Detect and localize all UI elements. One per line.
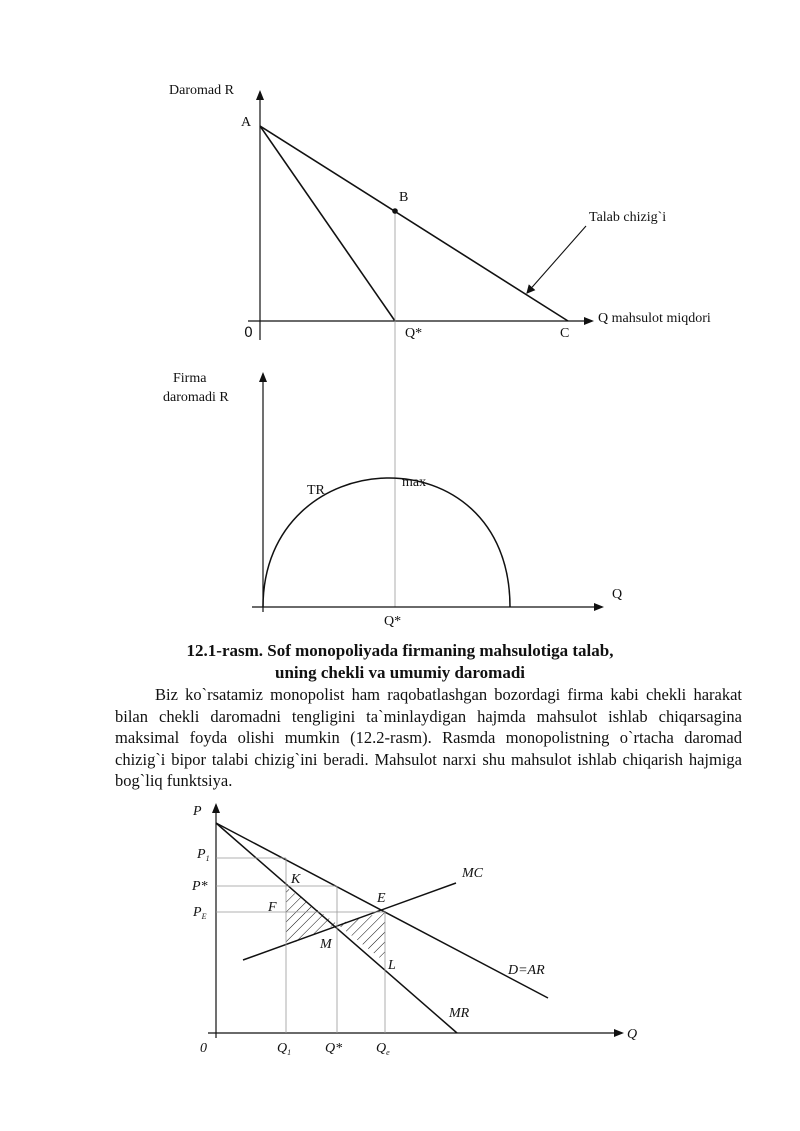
mr-label: MR [449,1006,470,1021]
d-ar-label: D=AR [508,963,545,978]
origin-label: 0 [244,325,253,341]
qe-label: $Q_e$ [376,1041,390,1057]
x-axis-arrow-icon [614,1029,624,1037]
y-axis-arrow-icon [259,372,267,382]
demand-line [260,126,568,321]
l-label: L [388,958,396,973]
hatched-area-right [337,912,385,962]
point-a-label: A [241,115,252,130]
origin-label: 0 [200,1041,207,1056]
max-label: max [402,475,427,490]
mc-label: MC [462,866,483,881]
x-axis-label: Q [612,587,623,602]
q-axis-label: Q [627,1027,638,1042]
x-axis-arrow-icon [594,603,604,611]
p-axis-label: P [193,804,202,819]
y-axis-arrow-icon [212,803,220,813]
point-b-dot [392,208,398,214]
y-axis-label-line2: daromadi R [163,390,229,405]
p1-label: $P_1$ [197,847,210,863]
x-axis-label: Q mahsulot miqdori [598,311,711,326]
q-star-label: Q* [405,326,423,341]
figure-monopoly [191,803,637,1057]
m-label: M [320,937,332,952]
mr-line [216,823,457,1033]
q-star-label: Q* [384,614,402,629]
tr-label: TR [307,483,325,498]
figure-caption [0,640,800,684]
body-paragraph: Biz ko`rsatamiz monopolist ham raqobatlashgan bozordagi firma kabi chekli harakat bilan chekli daromadni tengligini ta`minlaydigan hajmda mahsulot ishlab chiqarsagina maksimal foyda olishi mumkin (12.2-rasm). Rasmda monopolistning o`rtacha daromad chizig`i bipor talabi chizig`ini beradi. Mahsulot narxi shu mahsulot ishlab chiqarish hajmiga bog`liq funktsiya. [115,685,742,790]
point-b-label: B [399,190,409,205]
f-label: F [268,900,277,915]
figure-total-revenue [163,371,622,629]
y-axis-arrow-icon [256,90,264,100]
q-star-label: Q* [325,1041,343,1056]
caption-line2: uning chekli va umumiy daromadi [274,663,526,682]
p-star-label: P* [192,879,208,894]
point-c-label: C [560,326,570,341]
marginal-revenue-line [260,126,395,321]
k-label: K [291,872,301,887]
total-revenue-curve [263,478,510,607]
figure-demand [169,83,711,607]
demand-pointer-arrow [527,226,586,293]
y-axis-label: Daromad R [169,83,234,98]
caption-line1: 12.1-rasm. Sof monopoliyada firmaning mahsulotiga talab, [186,641,614,660]
q1-label: $Q_1$ [277,1041,292,1057]
mc-line [243,883,456,960]
y-axis-label-line1: Firma [173,371,207,386]
e-label: E [377,891,386,906]
x-axis-arrow-icon [584,317,594,325]
demand-label: Talab chizig`i [589,210,667,225]
pe-label: $P_E$ [193,905,207,921]
